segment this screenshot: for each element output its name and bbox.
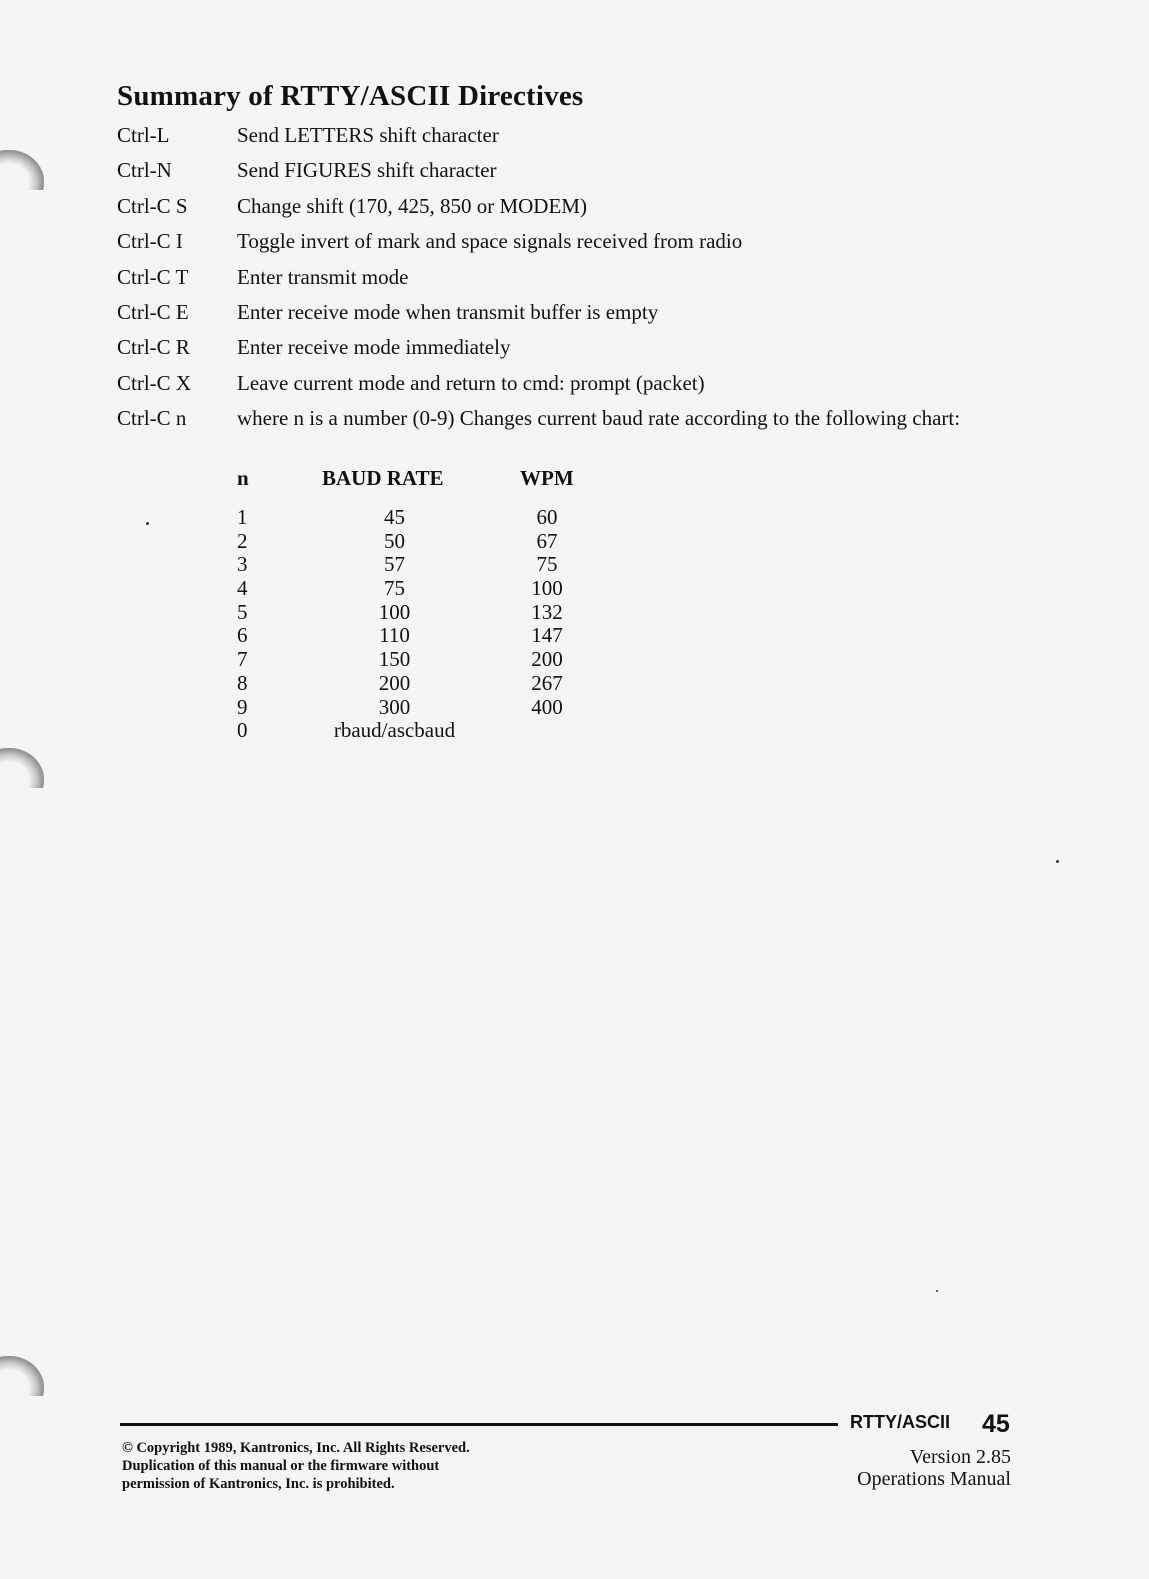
directive-desc: where n is a number (0-9) Changes current baud rate according to the following chart:	[237, 406, 961, 431]
directive-desc: Send FIGURES shift character	[237, 158, 497, 183]
scan-speck	[146, 522, 149, 525]
footer-section-name: RTTY/ASCII	[850, 1412, 951, 1432]
cell-baud: 50	[384, 528, 405, 553]
cell-wpm: 60	[536, 505, 558, 529]
directive-row	[117, 156, 997, 191]
footer-manual: Operations Manual	[857, 1468, 1011, 1490]
punch-hole	[0, 1356, 44, 1396]
directive-desc: Enter transmit mode	[237, 264, 409, 289]
cell-baud: rbaud/ascbaud	[333, 718, 456, 743]
header-n: n	[237, 466, 249, 490]
cell-baud: 45	[384, 505, 405, 529]
cell-wpm: 75	[536, 552, 558, 577]
directive-key: Ctrl-C n	[117, 406, 187, 431]
cell-baud: 57	[384, 552, 405, 577]
cell-baud: 75	[384, 576, 405, 601]
directive-row	[117, 263, 997, 298]
cell-n: 6	[237, 623, 248, 648]
copyright-notice	[122, 1439, 592, 1493]
cell-wpm: 147	[531, 623, 563, 648]
footer-version: Version 2.85	[909, 1446, 1011, 1468]
directive-key: Ctrl-C I	[117, 229, 183, 254]
copyright-line: Duplication of this manual or the firmware without	[122, 1458, 440, 1474]
directive-key: Ctrl-C X	[117, 370, 192, 395]
page-number: 45	[982, 1410, 1010, 1438]
header-baud-rate: BAUD RATE	[322, 466, 444, 490]
directive-row	[117, 369, 997, 404]
directive-row	[117, 333, 997, 368]
cell-wpm: 400	[531, 694, 563, 719]
cell-n: 4	[237, 576, 248, 601]
cell-wpm: 67	[536, 528, 558, 553]
directive-desc: Change shift (170, 425, 850 or MODEM)	[237, 193, 587, 218]
directive-key: Ctrl-C E	[117, 299, 189, 324]
directive-desc: Toggle invert of mark and space signals received from radio	[237, 229, 743, 254]
directive-key: Ctrl-C R	[117, 335, 190, 360]
cell-n: 1	[237, 505, 248, 529]
directive-row	[117, 192, 997, 227]
cell-n: 9	[237, 694, 248, 719]
copyright-line: © Copyright 1989, Kantronics, Inc. All Rights Reserved.	[122, 1440, 470, 1456]
directive-desc: Enter receive mode immediately	[237, 335, 511, 360]
cell-baud: 200	[378, 670, 411, 695]
punch-hole	[0, 150, 44, 190]
directive-desc: Send LETTERS shift character	[237, 123, 499, 147]
cell-baud: 110	[379, 623, 410, 648]
cell-baud: 150	[378, 647, 411, 672]
directive-key: Ctrl-N	[117, 158, 172, 183]
directive-key: Ctrl-C S	[117, 193, 188, 218]
directive-row	[117, 121, 997, 156]
cell-baud: 300	[378, 694, 411, 719]
scan-speck	[1056, 860, 1059, 863]
scan-speck	[936, 1290, 938, 1292]
footer-rule	[120, 1423, 838, 1426]
directive-desc: Leave current mode and return to cmd: prompt (packet)	[237, 370, 705, 395]
cell-baud: 100	[378, 599, 411, 624]
directive-desc: Enter receive mode when transmit buffer is empty	[237, 299, 659, 324]
cell-wpm: 100	[531, 576, 563, 601]
cell-n: 7	[237, 647, 248, 672]
cell-wpm: 200	[531, 647, 563, 672]
page-title: Summary of RTTY/ASCII Directives	[117, 80, 584, 112]
header-wpm: WPM	[520, 466, 574, 490]
directive-row	[117, 298, 997, 333]
directive-row	[117, 227, 997, 262]
directive-key: Ctrl-C T	[117, 264, 189, 289]
copyright-line: permission of Kantronics, Inc. is prohibited.	[122, 1476, 395, 1492]
directive-key: Ctrl-L	[117, 123, 170, 147]
cell-n: 2	[237, 528, 248, 553]
cell-n: 3	[237, 552, 248, 577]
directive-row	[117, 404, 997, 439]
cell-n: 8	[237, 670, 248, 695]
cell-n: 5	[237, 599, 248, 624]
punch-hole	[0, 748, 44, 788]
directives-list	[117, 121, 997, 440]
cell-wpm: 267	[531, 670, 563, 695]
cell-n: 0	[237, 718, 248, 743]
cell-wpm: 132	[531, 599, 563, 624]
